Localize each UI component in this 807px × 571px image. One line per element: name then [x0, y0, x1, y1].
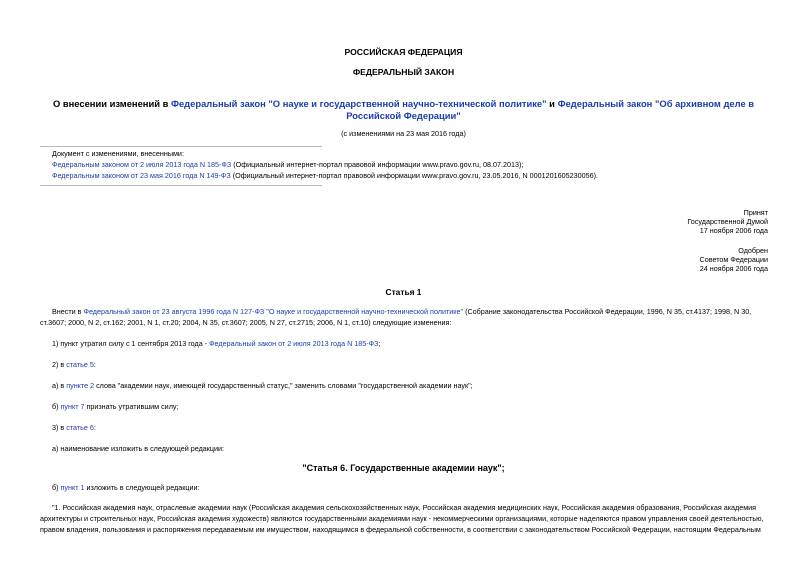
item-3: 3) в статье 6:: [52, 423, 96, 432]
approved-date: 24 ноября 2006 года: [699, 264, 768, 273]
item-2b: б) пункт 7 признать утратившим силу;: [52, 402, 179, 411]
title-link-science-law[interactable]: Федеральный закон "О науке и государственной научно-технической политике": [170, 98, 547, 109]
adopted-block: [687, 208, 768, 235]
adopted-date: 17 ноября 2006 года: [699, 226, 768, 235]
federation-title: РОССИЙСКАЯ ФЕДЕРАЦИЯ: [344, 47, 463, 57]
quote-line-1: "1. Российская академия наук, отраслевые академии наук (Российская академия сельскохозяйственных наук, Российская академия медицинских наук, Российская академия образования, Российская академия: [52, 503, 757, 512]
clause-2-link[interactable]: пункте 2: [66, 381, 95, 390]
approved-body: Советом Федерации: [699, 255, 768, 264]
amendment-item: Федеральным законом от 23 мая 2016 года N 149-ФЗ (Официальный интернет-портал правовой информации www.pravo.gov.ru, 23.05.2016, N 0001201605230056).: [52, 171, 599, 180]
amendments-intro: Документ с изменениями, внесенными:: [52, 149, 184, 158]
title-mid: и: [546, 98, 558, 109]
title-prefix: О внесении изменений в: [52, 98, 171, 109]
clause-1-link[interactable]: пункт 1: [60, 483, 85, 492]
adopted-body: Государственной Думой: [687, 217, 768, 226]
article-1-heading: Статья 1: [385, 287, 422, 297]
science-law-link[interactable]: Федеральный закон от 23 августа 1996 года N 127-ФЗ "О науке и государственной научно-технической политике": [83, 307, 464, 316]
law-title: [30, 98, 777, 122]
quote-line-3: правом владения, пользования и распоряжения передаваемым им имуществом, находящимся в федеральной собственности, в соответствии с законодательством Российской Федерации, настоящим Федеральным: [40, 525, 761, 534]
divider-top: [40, 146, 322, 147]
item-1: 1) пункт утратил силу с 1 сентября 2013 года - Федеральный закон от 2 июля 2013 года N 185-ФЗ;: [52, 339, 381, 348]
title-link-archive-law[interactable]: Федеральный закон "Об архивном деле в Российской Федерации": [346, 98, 755, 122]
item-2a: а) в пункте 2 слова "академии наук, имеющей государственный статус," заменить словами "государственной академии наук";: [52, 381, 473, 390]
edition-note: (с изменениями на 23 мая 2016 года): [341, 129, 466, 138]
item-3b: б) пункт 1 изложить в следующей редакции:: [52, 483, 200, 492]
approved-label: Одобрен: [738, 246, 768, 255]
divider-bottom: [40, 185, 322, 186]
article-6-new-heading: "Статья 6. Государственные академии наук";: [302, 463, 505, 473]
amendment-link-185fz[interactable]: Федеральным законом от 2 июля 2013 года N 185-ФЗ: [52, 160, 232, 169]
law-185fz-link[interactable]: Федеральный закон от 2 июля 2013 года N 185-ФЗ: [209, 339, 379, 348]
adopted-label: Принят: [743, 208, 768, 217]
article-1-intro-line1: Внести в Федеральный закон от 23 августа 1996 года N 127-ФЗ "О науке и государственной научно-технической политике" (Собрание законодательства Российской Федерации, 1996, N 35, ст.4137; 1998, N 30,: [52, 307, 752, 316]
quote-line-2: архитектуры и строительных наук, Российская академия художеств) являются государственными академиями наук - некоммерческими организациями, которые наделяются правом управления своей деятельностью,: [40, 514, 764, 523]
article-6-link[interactable]: статье 6: [66, 423, 94, 432]
item-2: 2) в статье 5:: [52, 360, 96, 369]
amendment-item: Федеральным законом от 2 июля 2013 года N 185-ФЗ (Официальный интернет-портал правовой информации www.pravo.gov.ru, 08.07.2013);: [52, 160, 524, 169]
approved-block: [700, 246, 768, 273]
article-5-link[interactable]: статье 5: [66, 360, 94, 369]
item-3a: а) наименование изложить в следующей редакции:: [52, 444, 225, 453]
law-type-title: ФЕДЕРАЛЬНЫЙ ЗАКОН: [352, 67, 455, 77]
clause-7-link[interactable]: пункт 7: [60, 402, 85, 411]
amendment-link-149fz[interactable]: Федеральным законом от 23 мая 2016 года N 149-ФЗ: [52, 171, 231, 180]
article-1-intro-line2: ст.3607; 2000, N 2, ст.162; 2001, N 1, ст.20; 2004, N 35, ст.3607; 2005, N 27, ст.2715; 2006, N 1, ст.10) следующие изменения:: [40, 318, 452, 327]
